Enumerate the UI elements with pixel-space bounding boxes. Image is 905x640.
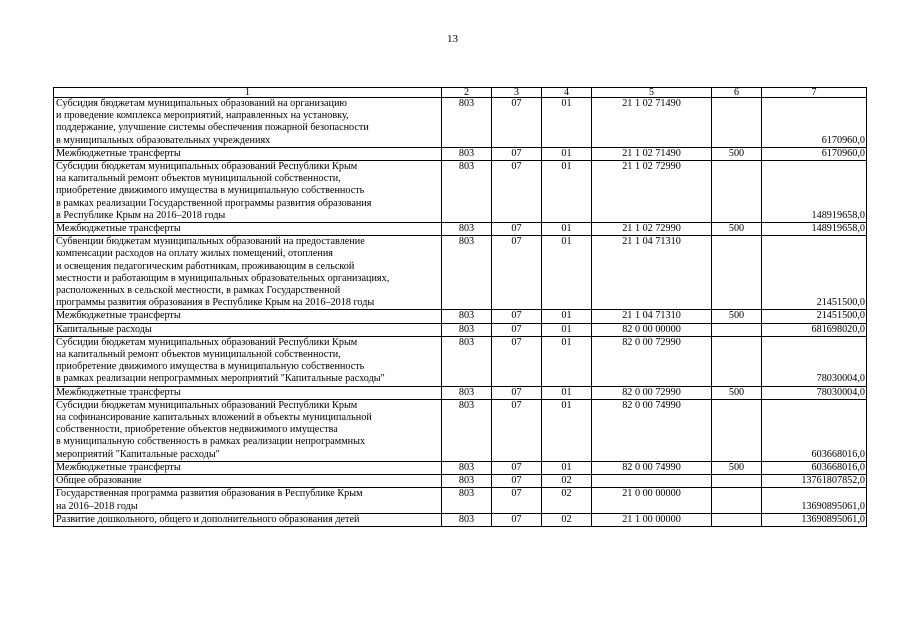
amount: 603668016,0 [762,399,867,461]
description-line: приобретение движимого имущества в муниципальную собственность [56,185,365,197]
target-article-code: 21 1 04 71310 [592,236,712,310]
target-article-code: 21 1 02 71490 [592,98,712,148]
budget-owner-code: 803 [442,336,492,386]
target-article-code: 21 1 02 72990 [592,223,712,236]
target-article-code: 82 0 00 00000 [592,323,712,336]
table-row [54,223,867,236]
table-row [54,475,867,488]
expense-type-code: 500 [712,461,762,474]
description-line: Межбюджетные трансферты [56,147,181,159]
section-code: 07 [492,310,542,323]
expense-type-code [712,98,762,148]
description-line: Межбюджетные трансферты [56,461,181,473]
description-line: Субсидия бюджетам муниципальных образований на организацию [56,98,348,109]
column-header: 4 [542,88,592,98]
expense-type-code [712,161,762,223]
subsection-code: 01 [542,336,592,386]
section-code: 07 [492,488,542,513]
description-line: поддержание, улучшение системы обеспечения пожарной безопасности [56,122,369,134]
expense-type-code [712,513,762,526]
section-code: 07 [492,386,542,399]
table-row [54,236,867,310]
expense-type-code [712,488,762,513]
description-line: Государственная программа развития образования в Республике Крым [56,488,363,500]
description-line: на капитальный ремонт объектов муниципальной собственности, [56,173,341,185]
section-code: 07 [492,236,542,310]
subsection-code: 01 [542,223,592,236]
section-code: 07 [492,399,542,461]
expense-type-code: 500 [712,386,762,399]
target-article-code: 82 0 00 72990 [592,386,712,399]
amount: 13761807852,0 [762,475,867,488]
budget-owner-code: 803 [442,386,492,399]
description-line: расположенных в сельской местности, в рамках Государственной [56,285,341,297]
budget-owner-code: 803 [442,323,492,336]
amount: 6170960,0 [762,147,867,160]
budget-owner-code: 803 [442,223,492,236]
description-line: Капитальные расходы [56,323,152,335]
expense-type-code: 500 [712,223,762,236]
amount: 681698020,0 [762,323,867,336]
expense-type-code [712,475,762,488]
budget-owner-code: 803 [442,236,492,310]
expense-type-code: 500 [712,147,762,160]
row-description [54,310,442,323]
row-description [54,236,442,310]
budget-owner-code: 803 [442,399,492,461]
row-description [54,336,442,386]
description-line: приобретение движимого имущества в муниципальную собственность [56,361,365,373]
table-row [54,98,867,148]
section-code: 07 [492,475,542,488]
subsection-code: 01 [542,236,592,310]
description-line: мероприятий "Капитальные расходы" [56,448,220,460]
expense-type-code [712,236,762,310]
column-header: 6 [712,88,762,98]
column-header: 3 [492,88,542,98]
row-description [54,323,442,336]
subsection-code: 01 [542,399,592,461]
row-description [54,386,442,399]
description-line: Субсидии бюджетам муниципальных образований Республики Крым [56,161,358,173]
target-article-code: 21 1 02 72990 [592,161,712,223]
section-code: 07 [492,323,542,336]
target-article-code: 82 0 00 74990 [592,461,712,474]
expense-type-code [712,323,762,336]
expense-type-code [712,336,762,386]
description-line: Межбюджетные трансферты [56,310,181,322]
subsection-code: 02 [542,475,592,488]
column-header: 2 [442,88,492,98]
column-header: 1 [54,88,442,98]
target-article-code: 21 1 04 71310 [592,310,712,323]
description-line: в муниципальную собственность в рамках реализации непрограммных [56,436,366,448]
amount: 148919658,0 [762,161,867,223]
description-line: и освещения педагогическим работникам, проживающим в сельской [56,260,355,272]
row-description [54,147,442,160]
description-line: Межбюджетные трансферты [56,223,181,235]
subsection-code: 02 [542,513,592,526]
target-article-code: 21 1 02 71490 [592,147,712,160]
description-line: Субвенции бюджетам муниципальных образований на предоставление [56,236,365,248]
description-line: в муниципальных образовательных учреждениях [56,134,271,146]
row-description [54,475,442,488]
row-description [54,98,442,148]
expense-type-code: 500 [712,310,762,323]
table-row [54,147,867,160]
amount: 148919658,0 [762,223,867,236]
table-row [54,161,867,223]
amount: 13690895061,0 [762,488,867,513]
section-code: 07 [492,461,542,474]
amount: 78030004,0 [762,386,867,399]
table-row [54,488,867,513]
row-description [54,223,442,236]
subsection-code: 01 [542,161,592,223]
description-line: Общее образование [56,475,142,487]
row-description [54,513,442,526]
amount: 13690895061,0 [762,513,867,526]
table-row [54,310,867,323]
table-row [54,323,867,336]
description-line: компенсации расходов на оплату жилых помещений, отопления [56,248,333,260]
subsection-code: 01 [542,386,592,399]
budget-owner-code: 803 [442,488,492,513]
table-row [54,513,867,526]
budget-table [53,87,867,527]
target-article-code: 21 1 00 00000 [592,513,712,526]
description-line: местности и работающим в муниципальных образовательных организациях, [56,272,390,284]
table-row [54,399,867,461]
subsection-code: 01 [542,461,592,474]
description-line: собственности, приобретение объектов недвижимого имущества [56,424,338,436]
section-code: 07 [492,513,542,526]
column-header: 7 [762,88,867,98]
target-article-code: 21 0 00 00000 [592,488,712,513]
budget-owner-code: 803 [442,475,492,488]
description-line: в рамках реализации непрограммных мероприятий "Капитальные расходы" [56,373,385,385]
row-description [54,488,442,513]
section-code: 07 [492,161,542,223]
column-header: 5 [592,88,712,98]
amount: 603668016,0 [762,461,867,474]
description-line: в Республике Крым на 2016–2018 годы [56,209,226,221]
description-line: и проведение комплекса мероприятий, направленных на установку, [56,110,349,122]
target-article-code [592,475,712,488]
amount: 6170960,0 [762,98,867,148]
table-row [54,461,867,474]
subsection-code: 01 [542,147,592,160]
description-line: Субсидии бюджетам муниципальных образований Республики Крым [56,399,358,411]
section-code: 07 [492,336,542,386]
target-article-code: 82 0 00 72990 [592,336,712,386]
budget-owner-code: 803 [442,310,492,323]
description-line: в рамках реализации Государственной программы развития образования [56,197,372,209]
row-description [54,399,442,461]
amount: 21451500,0 [762,310,867,323]
page-number: 13 [447,33,458,45]
description-line: на софинансирование капитальных вложений в объекты муниципальной [56,412,372,424]
budget-owner-code: 803 [442,513,492,526]
table-row [54,386,867,399]
budget-owner-code: 803 [442,161,492,223]
target-article-code: 82 0 00 74990 [592,399,712,461]
description-line: Развитие дошкольного, общего и дополнительного образования детей [56,513,360,525]
description-line: Межбюджетные трансферты [56,386,181,398]
subsection-code: 01 [542,98,592,148]
description-line: на капитальный ремонт объектов муниципальной собственности, [56,349,341,361]
budget-owner-code: 803 [442,98,492,148]
expense-type-code [712,399,762,461]
section-code: 07 [492,98,542,148]
row-description [54,461,442,474]
description-line: программы развития образования в Республике Крым на 2016–2018 годы [56,297,375,309]
subsection-code: 02 [542,488,592,513]
column-number-row [54,88,867,98]
description-line: на 2016–2018 годы [56,500,138,512]
row-description [54,161,442,223]
subsection-code: 01 [542,310,592,323]
budget-owner-code: 803 [442,461,492,474]
description-line: Субсидии бюджетам муниципальных образований Республики Крым [56,336,358,348]
section-code: 07 [492,223,542,236]
budget-owner-code: 803 [442,147,492,160]
table-row [54,336,867,386]
subsection-code: 01 [542,323,592,336]
section-code: 07 [492,147,542,160]
amount: 78030004,0 [762,336,867,386]
amount: 21451500,0 [762,236,867,310]
